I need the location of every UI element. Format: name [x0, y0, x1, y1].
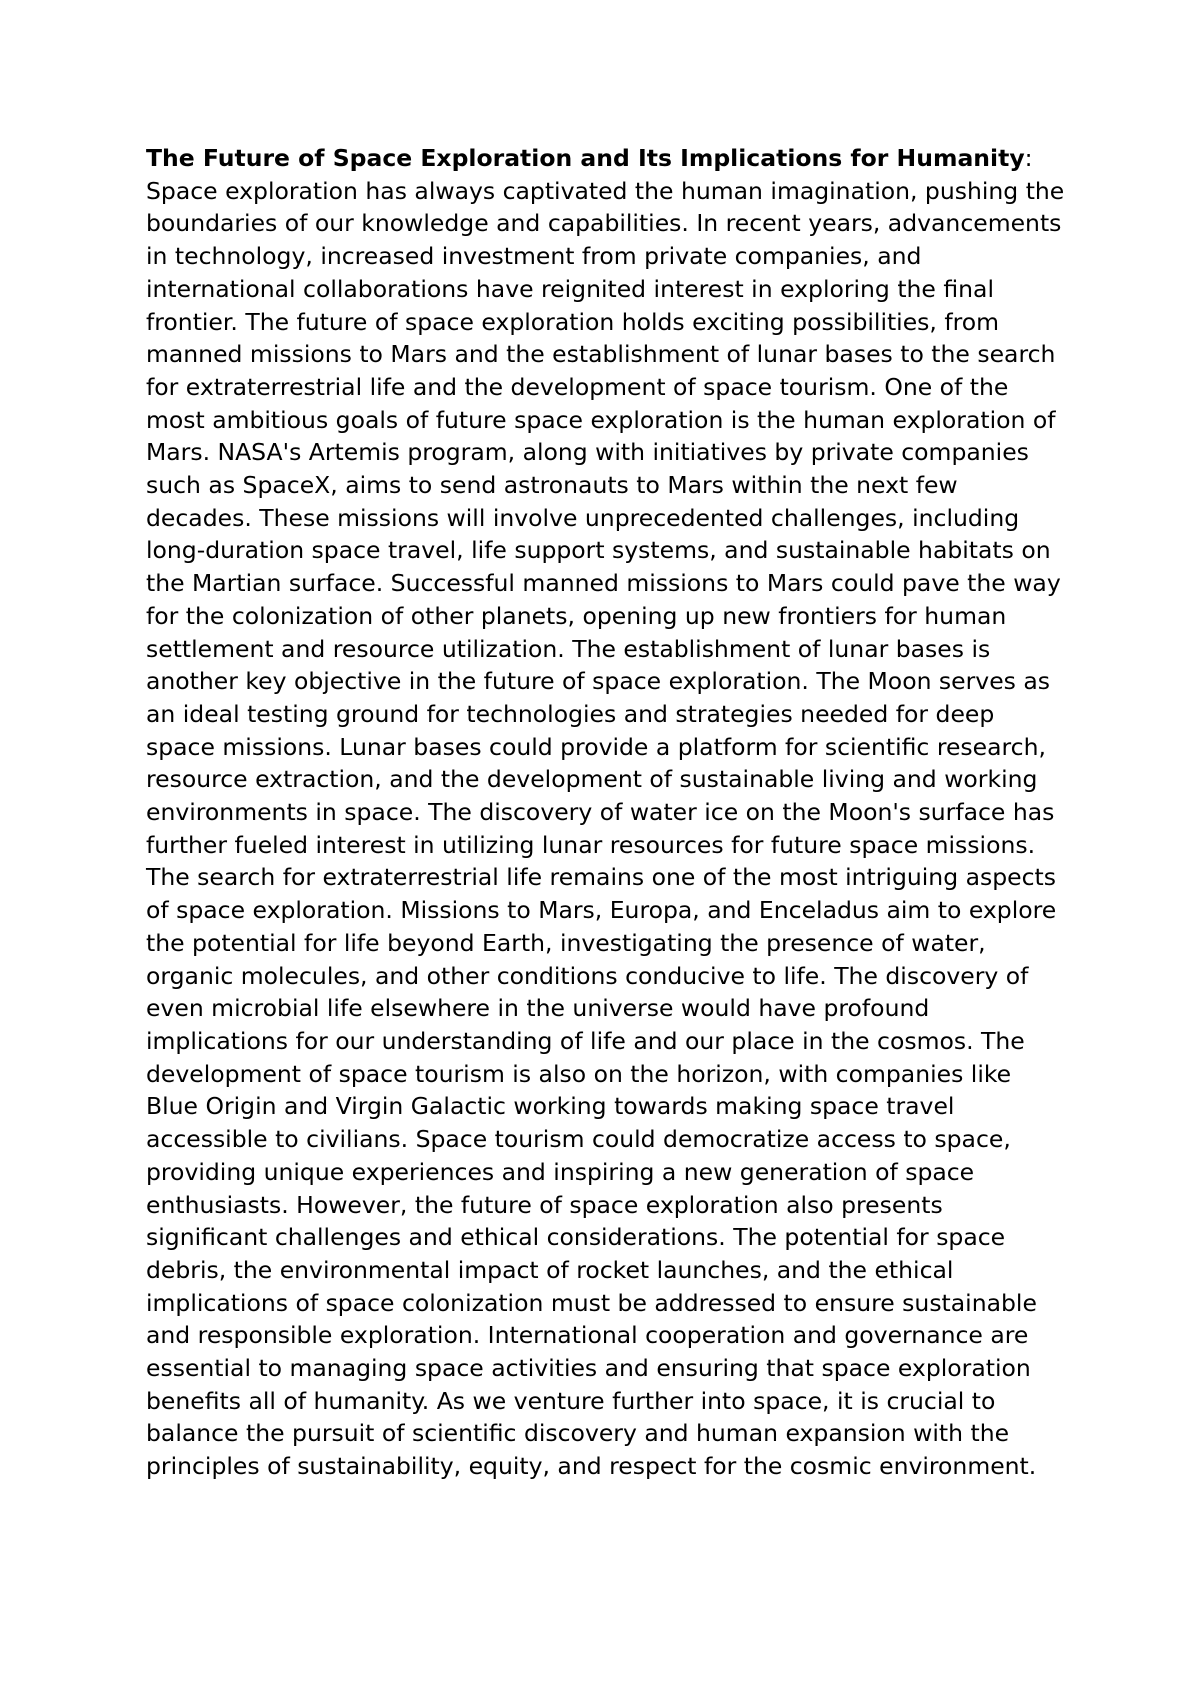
essay-paragraph: [146, 142, 1066, 1483]
essay-title: The Future of Space Exploration and Its Implications for Humanity: [146, 144, 1025, 172]
title-separator: :: [1024, 144, 1033, 172]
essay-body: Space exploration has always captivated the human imagination, pushing the boundaries of our knowledge and capabilities. In recent years, advancements in technology, increased investment from private companies, and international collaborations have reignited interest in exploring the final frontier. The future of space exploration holds exciting possibilities, from manned missions to Mars and the establishment of lunar bases to the search for extraterrestrial life and the development of space tourism. One of the most ambitious goals of future space exploration is the human exploration of Mars. NASA's Artemis program, along with initiatives by private companies such as SpaceX, aims to send astronauts to Mars within the next few decades. These missions will involve unprecedented challenges, including long-duration space travel, life support systems, and sustainable habitats on the Martian surface. Successful manned missions to Mars could pave the way for the colonization of other planets, opening up new frontiers for human settlement and resource utilization. The establishment of lunar bases is another key objective in the future of space exploration. The Moon serves as an ideal testing ground for technologies and strategies needed for deep space missions. Lunar bases could provide a platform for scientific research, resource extraction, and the development of sustainable living and working environments in space. The discovery of water ice on the Moon's surface has further fueled interest in utilizing lunar resources for future space missions. The search for extraterrestrial life remains one of the most intriguing aspects of space exploration. Missions to Mars, Europa, and Enceladus aim to explore the potential for life beyond Earth, investigating the presence of water, organic molecules, and other conditions conducive to life. The discovery of even microbial life elsewhere in the universe would have profound implications for our understanding of life and our place in the cosmos. The development of space tourism is also on the horizon, with companies like Blue Origin and Virgin Galactic working towards making space travel accessible to civilians. Space tourism could democratize access to space, providing unique experiences and inspiring a new generation of space enthusiasts. However, the future of space exploration also presents significant challenges and ethical considerations. The potential for space debris, the environmental impact of rocket launches, and the ethical implications of space colonization must be addressed to ensure sustainable and responsible exploration. International cooperation and governance are essential to managing space activities and ensuring that space exploration benefits all of humanity. As we venture further into space, it is crucial to balance the pursuit of scientific discovery and human expansion with the principles of sustainability, equity, and respect for the cosmic environment.: [146, 176, 1065, 1481]
